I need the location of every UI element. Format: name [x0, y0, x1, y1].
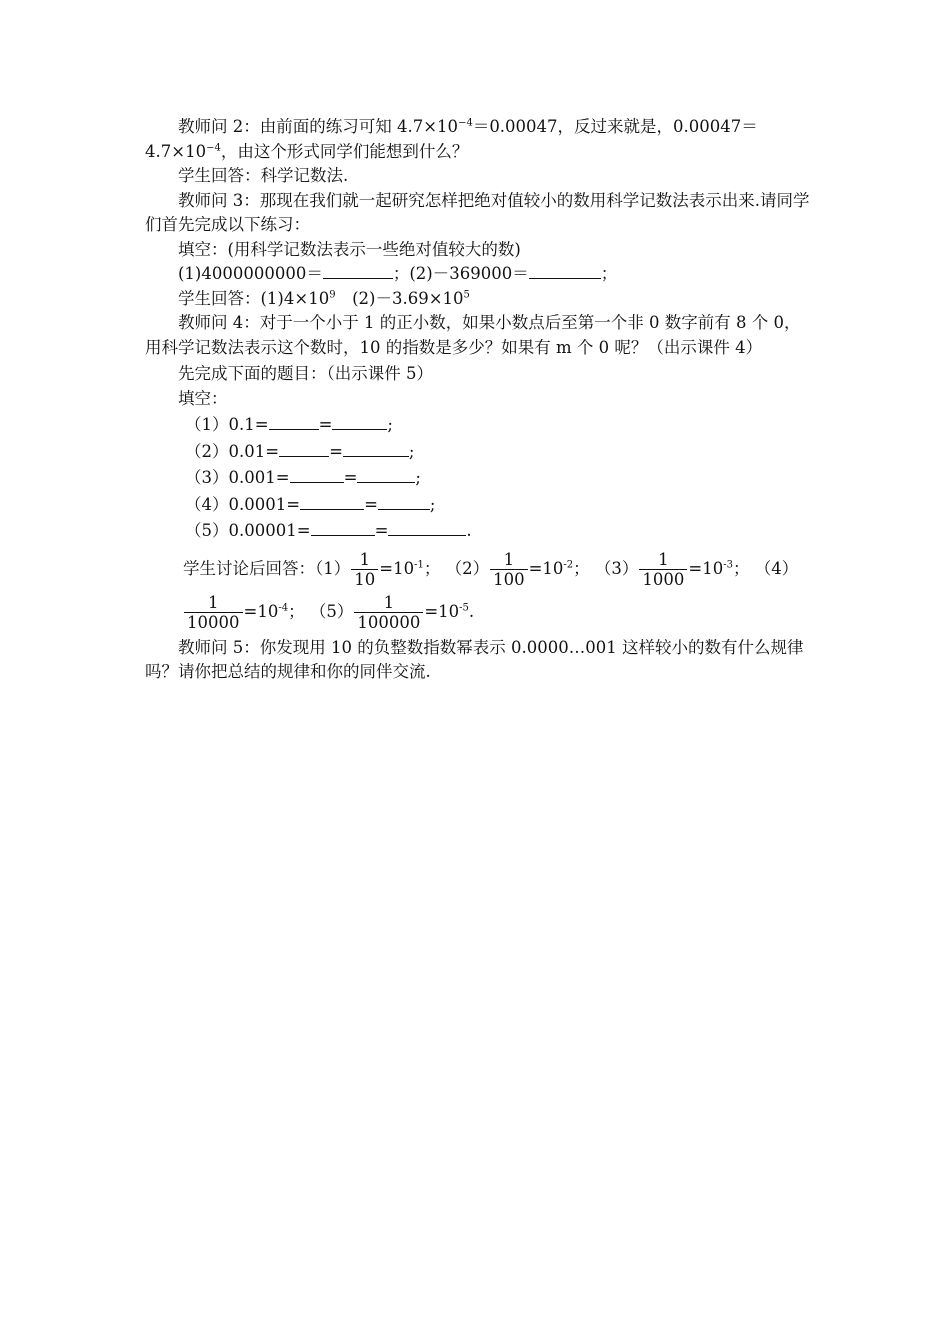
a3-text-a: 学生回答：(1)4×10 — [178, 288, 330, 308]
q2-exponent-2: −4 — [206, 142, 221, 153]
item-label: （4）0.0001= — [185, 494, 301, 514]
teacher-question-3: 教师问 3：那现在我们就一起研究怎样把绝对值较小的数用科学记数法表示出来.请同学们首先完成以下练习： — [145, 190, 810, 234]
answer-end: ； — [573, 558, 590, 578]
power-base: =10 — [379, 558, 415, 578]
separator: ； — [392, 264, 410, 283]
q2-exponent-1: −4 — [458, 117, 473, 129]
answer-blank[interactable] — [388, 520, 466, 536]
intro-courseware-5: 先完成下面的题目：（出示课件 5） — [178, 364, 433, 383]
fill-large-problems — [145, 262, 810, 287]
fill-large-title: 填空：(用科学记数法表示一些绝对值较大的数) — [178, 239, 521, 259]
fraction — [351, 550, 378, 589]
answer-intro: 学生讨论后回答： — [183, 558, 315, 578]
answer-label: （1） — [315, 558, 351, 578]
student-discussion-answer-line-2 — [145, 593, 810, 632]
answer-end: ； — [423, 558, 441, 578]
fill-small-item-2 — [145, 440, 810, 465]
answer-blank[interactable] — [290, 467, 344, 483]
numerator: 1 — [383, 592, 395, 612]
power-exponent: -4 — [278, 602, 289, 613]
teacher-question-4: 教师问 4：对于一个小于 1 的正小数，如果小数点后至第一个非 0 数字前有 8 个 0，用科学记数法表示这个数时，10 的指数是多少？如果有 m 个 0 呢？（出示课件 4） — [145, 313, 801, 357]
fill-small-title: 填空： — [178, 388, 228, 408]
q2-text-c: ，由这个形式同学们能想到什么？ — [220, 141, 469, 161]
item-end: ; — [387, 415, 393, 434]
answer-end: . — [468, 601, 475, 621]
answer-label: （4） — [754, 558, 799, 578]
answer-blank[interactable] — [378, 494, 430, 510]
power-base: =10 — [688, 558, 724, 578]
answer-blank[interactable] — [279, 441, 329, 457]
equals: = — [374, 521, 389, 540]
item-label: （1）0.1= — [185, 415, 269, 434]
item-label: （3）0.001= — [185, 468, 290, 487]
student-discussion-answer-line-1 — [145, 550, 810, 589]
student-answer-2: 学生回答：科学记数法. — [178, 166, 349, 185]
separator: ； — [600, 264, 618, 283]
power-base: =10 — [424, 601, 460, 621]
equals: = — [329, 441, 343, 461]
answer-label: （5） — [309, 601, 354, 621]
numerator: 1 — [359, 549, 370, 569]
answer-end: ； — [732, 558, 750, 578]
q2-text-b: ＝0.00047，反过来就是，0.00047＝4.7×10 — [145, 117, 758, 161]
fraction — [184, 593, 243, 632]
power-exponent: -3 — [723, 559, 733, 570]
denominator: 10000 — [184, 612, 243, 632]
fill-small-item-5 — [145, 519, 810, 544]
answer-label: （2） — [445, 558, 490, 578]
equals: = — [343, 468, 358, 487]
answer-end: ； — [288, 601, 305, 621]
teacher-question-2 — [145, 115, 810, 164]
lesson-document — [145, 115, 810, 685]
numerator: 1 — [658, 549, 669, 569]
fraction — [639, 550, 687, 589]
item-end: ; — [429, 494, 436, 514]
fraction — [354, 593, 423, 632]
power-exponent: -2 — [563, 559, 574, 570]
answer-blank[interactable] — [323, 263, 393, 279]
denominator: 10 — [351, 569, 378, 589]
answer-blank[interactable] — [357, 467, 415, 483]
answer-blank[interactable] — [300, 494, 364, 510]
item-end: . — [466, 521, 472, 540]
item-label: （5）0.00001= — [185, 521, 311, 540]
denominator: 100 — [490, 569, 528, 589]
numerator: 1 — [503, 549, 515, 569]
item-end: ; — [415, 468, 421, 487]
answer-blank[interactable] — [269, 414, 319, 430]
equals: = — [364, 494, 378, 514]
fill-small-item-1 — [145, 413, 810, 438]
denominator: 1000 — [639, 569, 687, 589]
answer-blank[interactable] — [529, 263, 601, 279]
numerator: 1 — [208, 592, 219, 612]
equals: = — [318, 415, 333, 434]
item-label: （2）0.01= — [185, 441, 280, 461]
power-exponent: -1 — [414, 559, 424, 570]
answer-blank[interactable] — [311, 520, 375, 536]
answer-blank[interactable] — [332, 414, 387, 430]
q2-text-a: 教师问 2：由前面的练习可知 4.7×10 — [178, 117, 459, 136]
student-answer-3 — [145, 287, 810, 312]
power-base: =10 — [243, 601, 279, 621]
power-exponent: -5 — [459, 602, 469, 613]
denominator: 100000 — [354, 612, 423, 632]
a3-text-b: (2)－3.69×10 — [335, 288, 464, 308]
fraction — [490, 550, 528, 589]
power-base: =10 — [528, 558, 564, 578]
fill-small-item-3 — [145, 466, 810, 491]
answer-label: （3） — [594, 558, 639, 578]
teacher-question-5: 教师问 5：你发现用 10 的负整数指数幂表示 0.0000…001 这样较小的数有什么规律吗？请你把总结的规律和你的同伴交流. — [145, 637, 804, 681]
fill-large-p1: (1)4000000000＝ — [178, 264, 323, 283]
item-end: ; — [408, 441, 415, 461]
answer-blank[interactable] — [343, 441, 409, 457]
fill-small-item-4 — [145, 493, 810, 518]
a3-exponent-1: 9 — [329, 289, 336, 300]
fill-large-p2: (2)－369000＝ — [409, 264, 529, 283]
a3-exponent-2: 5 — [463, 289, 470, 300]
